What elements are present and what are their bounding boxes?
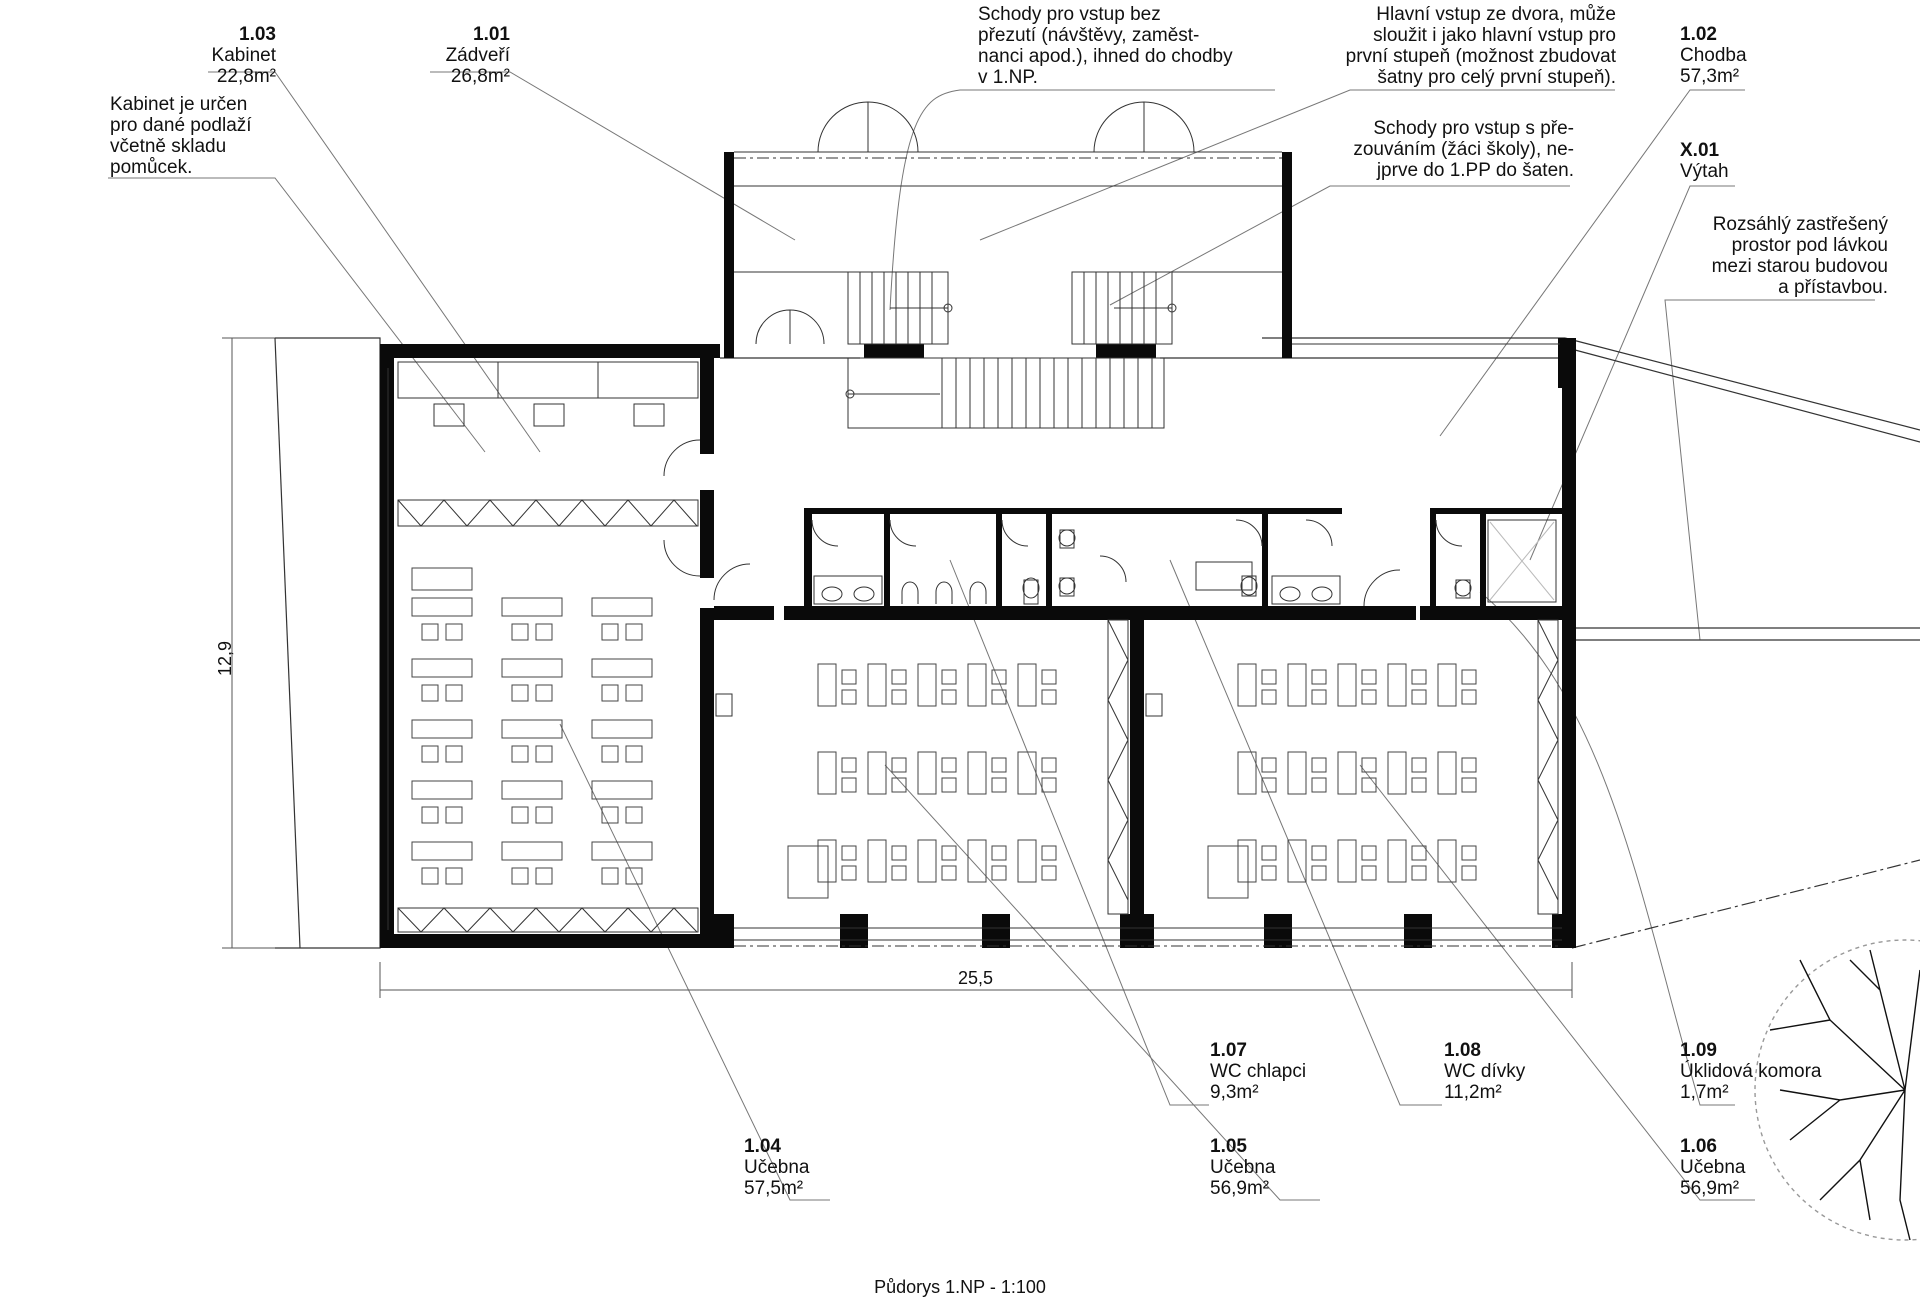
desk-symbol bbox=[1042, 866, 1056, 880]
desk-symbol bbox=[1312, 690, 1326, 704]
note-main-entry: Hlavní vstup ze dvora, může sloužit i jako hlavní vstup pro první stupeň (možnost zbudovat šatny pro celý první stupeň). bbox=[1345, 4, 1616, 88]
desk-symbol bbox=[512, 624, 528, 640]
room-name: Zádveří bbox=[445, 45, 510, 66]
room-label-wc-chlapci bbox=[1210, 1040, 1370, 1103]
desk-symbol bbox=[1288, 664, 1306, 706]
desk-symbol bbox=[1018, 752, 1036, 794]
desk-symbol bbox=[842, 866, 856, 880]
room-label-uklidova-komora bbox=[1680, 1040, 1880, 1103]
desk-symbol bbox=[512, 868, 528, 884]
desk-symbol bbox=[1312, 866, 1326, 880]
room-area: 1,7m² bbox=[1680, 1082, 1729, 1103]
room-code: 1.06 bbox=[1680, 1136, 1717, 1157]
desk-symbol bbox=[502, 659, 562, 677]
room-name: Úklidová komora bbox=[1680, 1061, 1822, 1082]
room-label-zadveri bbox=[410, 24, 510, 87]
desk-symbol bbox=[502, 598, 562, 616]
desk-symbol bbox=[592, 598, 652, 616]
desk-symbol bbox=[992, 866, 1006, 880]
desk-symbol bbox=[626, 746, 642, 762]
desk-symbol bbox=[412, 842, 472, 860]
room-area: 56,9m² bbox=[1210, 1178, 1270, 1199]
desk-symbol bbox=[512, 746, 528, 762]
desk-symbol bbox=[1018, 840, 1036, 882]
room-area: 11,2m² bbox=[1444, 1082, 1502, 1103]
room-code: 1.07 bbox=[1210, 1040, 1247, 1061]
desk-symbol bbox=[502, 720, 562, 738]
desk-symbol bbox=[918, 840, 936, 882]
desk-symbol bbox=[1362, 866, 1376, 880]
room-name: WC chlapci bbox=[1210, 1061, 1307, 1082]
desk-symbol bbox=[422, 868, 438, 884]
desk-symbol bbox=[1338, 752, 1356, 794]
desk-symbol bbox=[1362, 670, 1376, 684]
walls bbox=[380, 152, 1576, 948]
desk-symbol bbox=[1412, 670, 1426, 684]
desk-symbol bbox=[892, 866, 906, 880]
room-name: Chodba bbox=[1680, 45, 1747, 66]
desk-symbol bbox=[992, 758, 1006, 772]
desk-symbol bbox=[1042, 846, 1056, 860]
desk-symbol bbox=[1338, 840, 1356, 882]
desk-symbol bbox=[602, 685, 618, 701]
room-label-kabinet bbox=[176, 24, 276, 87]
desk-symbol bbox=[626, 685, 642, 701]
desk-symbol bbox=[892, 670, 906, 684]
desk-symbol bbox=[536, 807, 552, 823]
room-area: 9,3m² bbox=[1210, 1082, 1259, 1103]
room-area: 22,8m² bbox=[216, 66, 276, 87]
room-code: 1.03 bbox=[239, 24, 276, 45]
desk-symbol bbox=[602, 746, 618, 762]
desk-symbol bbox=[968, 752, 986, 794]
desk-symbol bbox=[1412, 778, 1426, 792]
desk-symbol bbox=[1362, 846, 1376, 860]
site-outline bbox=[275, 338, 1920, 948]
desk-symbol bbox=[788, 846, 828, 898]
desk-symbol bbox=[992, 778, 1006, 792]
room-code: 1.08 bbox=[1444, 1040, 1481, 1061]
room-label-ucebna-106 bbox=[1680, 1136, 1800, 1199]
desk-symbol bbox=[918, 664, 936, 706]
note-stairs-change: Schody pro vstup s pře- zouváním (žáci školy), ne- jprve do 1.PP do šaten. bbox=[1353, 118, 1574, 181]
desk-symbol bbox=[1438, 664, 1456, 706]
desk-symbol bbox=[1362, 778, 1376, 792]
desk-symbol bbox=[422, 685, 438, 701]
note-kabinet: Kabinet je určen pro dané podlaží včetně skladu pomůcek. bbox=[110, 94, 252, 178]
desk-symbol bbox=[592, 720, 652, 738]
desk-symbol bbox=[968, 840, 986, 882]
desk-symbol bbox=[842, 758, 856, 772]
desk-symbol bbox=[536, 685, 552, 701]
room-name: Učebna bbox=[1680, 1157, 1746, 1178]
desk-symbol bbox=[422, 807, 438, 823]
room-label-wc-divky bbox=[1444, 1040, 1604, 1103]
desk-symbol bbox=[818, 664, 836, 706]
desk-symbol bbox=[412, 720, 472, 738]
desk-symbol bbox=[842, 778, 856, 792]
desk-symbol bbox=[422, 624, 438, 640]
room-code: 1.05 bbox=[1210, 1136, 1247, 1157]
desk-symbol bbox=[842, 846, 856, 860]
desk-symbol bbox=[892, 690, 906, 704]
desk-symbol bbox=[1262, 670, 1276, 684]
desk-symbol bbox=[918, 752, 936, 794]
desk-symbol bbox=[1388, 840, 1406, 882]
desk-symbol bbox=[892, 758, 906, 772]
desk-symbol bbox=[1042, 778, 1056, 792]
desk-symbol bbox=[446, 624, 462, 640]
room-area: 57,3m² bbox=[1680, 66, 1740, 87]
desk-symbol bbox=[1262, 778, 1276, 792]
desk-symbol bbox=[1042, 758, 1056, 772]
desk-symbol bbox=[1238, 664, 1256, 706]
desk-symbol bbox=[1312, 778, 1326, 792]
desk-symbol bbox=[1412, 866, 1426, 880]
desk-symbol bbox=[502, 842, 562, 860]
glazing bbox=[388, 152, 1562, 946]
desk-symbol bbox=[592, 659, 652, 677]
room-label-ucebna-105 bbox=[1210, 1136, 1330, 1199]
desk-symbol bbox=[1208, 846, 1248, 898]
drawing-caption: Půdorys 1.NP - 1:100 bbox=[874, 1277, 1046, 1297]
dimension-lines bbox=[222, 338, 1572, 998]
desk-symbol bbox=[536, 624, 552, 640]
desk-symbol bbox=[1412, 846, 1426, 860]
desk-symbol bbox=[1462, 690, 1476, 704]
desk-symbol bbox=[1462, 758, 1476, 772]
desk-symbol bbox=[1388, 664, 1406, 706]
desk-symbol bbox=[536, 746, 552, 762]
desk-symbol bbox=[1338, 664, 1356, 706]
desk-symbol bbox=[1462, 778, 1476, 792]
desk-symbol bbox=[626, 624, 642, 640]
desk-symbol bbox=[1018, 664, 1036, 706]
desk-symbol bbox=[446, 685, 462, 701]
room-area: 26,8m² bbox=[450, 66, 510, 87]
desk-symbol bbox=[1462, 846, 1476, 860]
desk-symbol bbox=[1042, 690, 1056, 704]
desk-symbol bbox=[942, 866, 956, 880]
desk-symbol bbox=[512, 807, 528, 823]
leader-lines bbox=[108, 72, 1875, 1200]
room-name: Výtah bbox=[1680, 161, 1729, 182]
desk-symbol bbox=[1288, 752, 1306, 794]
desk-symbol bbox=[446, 868, 462, 884]
room-name: Učebna bbox=[1210, 1157, 1276, 1178]
desk-symbol bbox=[942, 846, 956, 860]
desk-symbol bbox=[1262, 758, 1276, 772]
desk-symbol bbox=[1462, 670, 1476, 684]
stairs bbox=[734, 272, 1282, 428]
wc-fixtures bbox=[814, 520, 1556, 604]
cabinet-furniture bbox=[398, 362, 698, 932]
desk-symbol bbox=[1312, 846, 1326, 860]
desk-symbol bbox=[942, 778, 956, 792]
room-label-ucebna-104 bbox=[744, 1136, 864, 1199]
desk-symbol bbox=[422, 746, 438, 762]
desk-symbol bbox=[868, 664, 886, 706]
desk-symbol bbox=[1312, 670, 1326, 684]
dimension-height: 12,9 bbox=[215, 640, 236, 677]
room-area: 56,9m² bbox=[1680, 1178, 1740, 1199]
desk-symbol bbox=[892, 846, 906, 860]
desk-symbol bbox=[842, 670, 856, 684]
room-code: 1.04 bbox=[744, 1136, 781, 1157]
desk-symbol bbox=[412, 568, 472, 590]
desk-symbol bbox=[942, 690, 956, 704]
desk-symbol bbox=[868, 752, 886, 794]
room-area: 57,5m² bbox=[744, 1178, 804, 1199]
room-code: X.01 bbox=[1680, 140, 1720, 161]
dimension-width: 25,5 bbox=[958, 968, 994, 988]
room-name: WC dívky bbox=[1444, 1061, 1526, 1082]
room-label-vytah bbox=[1680, 140, 1800, 182]
desk-symbol bbox=[1412, 758, 1426, 772]
desk-symbol bbox=[1462, 866, 1476, 880]
desk-symbol bbox=[592, 781, 652, 799]
room-code: 1.02 bbox=[1680, 24, 1717, 45]
desk-symbol bbox=[1362, 690, 1376, 704]
room-code: 1.09 bbox=[1680, 1040, 1717, 1061]
desk-symbol bbox=[942, 670, 956, 684]
desk-symbol bbox=[842, 690, 856, 704]
desk-symbol bbox=[446, 746, 462, 762]
desk-symbol bbox=[592, 842, 652, 860]
note-covered-space: Rozsáhlý zastřešený prostor pod lávkou mezi starou budovou a přístavbou. bbox=[1711, 214, 1888, 298]
note-stairs-no-change: Schody pro vstup bez přezutí (návštěvy, zaměst- nanci apod.), ihned do chodby v 1.NP. bbox=[978, 4, 1233, 88]
desk-symbol bbox=[968, 664, 986, 706]
room-name: Učebna bbox=[744, 1157, 810, 1178]
desk-symbol bbox=[868, 840, 886, 882]
desk-symbol bbox=[1262, 846, 1276, 860]
desk-symbol bbox=[1312, 758, 1326, 772]
desk-symbol bbox=[536, 868, 552, 884]
desk-symbol bbox=[412, 598, 472, 616]
desk-symbol bbox=[992, 846, 1006, 860]
desk-symbol bbox=[412, 781, 472, 799]
desk-symbol bbox=[1388, 752, 1406, 794]
desk-symbol bbox=[412, 659, 472, 677]
desk-symbol bbox=[446, 807, 462, 823]
desk-symbol bbox=[602, 868, 618, 884]
desk-symbol bbox=[1438, 752, 1456, 794]
desk-symbol bbox=[626, 807, 642, 823]
desk-symbol bbox=[992, 690, 1006, 704]
room-code: 1.01 bbox=[473, 24, 510, 45]
desk-symbol bbox=[602, 624, 618, 640]
desk-symbol bbox=[1262, 690, 1276, 704]
desk-symbol bbox=[512, 685, 528, 701]
desk-symbol bbox=[1262, 866, 1276, 880]
desk-symbol bbox=[1412, 690, 1426, 704]
room-label-chodba bbox=[1680, 24, 1800, 87]
desk-symbol bbox=[1042, 670, 1056, 684]
desk-symbol bbox=[942, 758, 956, 772]
desk-symbol bbox=[818, 752, 836, 794]
room-name: Kabinet bbox=[211, 45, 276, 66]
desk-symbol bbox=[502, 781, 562, 799]
